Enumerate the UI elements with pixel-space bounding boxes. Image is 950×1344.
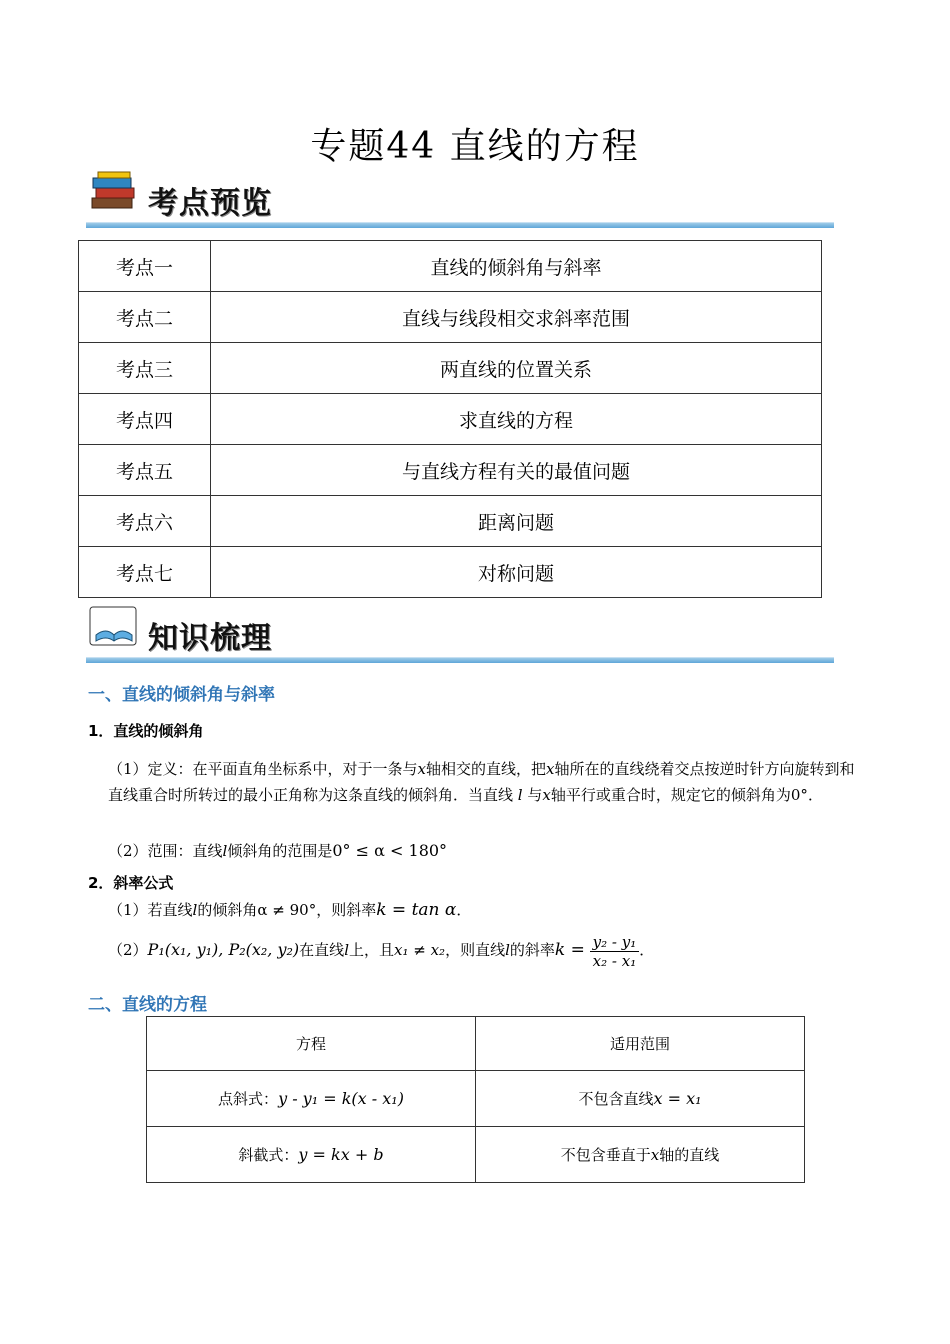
math-alpha-neq: α ≠ 90° (257, 901, 317, 919)
eq-name: 斜截式： (238, 1146, 299, 1164)
text: （1）若直线 (108, 901, 193, 919)
var-l: l (344, 941, 349, 959)
kaodian-topic: 对称问题 (211, 547, 822, 598)
kaodian-topic: 求直线的方程 (211, 394, 822, 445)
math-x-neq: x₁ ≠ x₂ (394, 941, 446, 959)
banner-divider (86, 222, 834, 228)
kaodian-row (79, 547, 822, 598)
text: 上，且 (349, 941, 395, 959)
banner-zhishi-title: 知识梳理 (148, 621, 272, 656)
range-cell (476, 1071, 805, 1127)
paragraph-slope-formula (88, 930, 866, 970)
books-icon (88, 170, 140, 214)
subheading-slope: 2．斜率公式 (88, 874, 174, 892)
text: ． (456, 901, 472, 919)
text: ． (639, 941, 655, 959)
kaodian-topic: 直线的倾斜角与斜率 (211, 241, 822, 292)
kaodian-topic: 直线与线段相交求斜率范围 (211, 292, 822, 343)
kaodian-topic: 与直线方程有关的最值问题 (211, 445, 822, 496)
paragraph-slope-tan (88, 897, 866, 923)
text: ． (807, 786, 823, 804)
paragraph-definition (88, 756, 866, 808)
var-x: x (546, 760, 555, 778)
kaodian-row (79, 241, 822, 292)
eq-name: 点斜式： (218, 1090, 279, 1108)
kaodian-label: 考点四 (79, 394, 211, 445)
fraction-numerator: y₂ - y₁ (590, 933, 640, 952)
var-l: l (222, 842, 228, 860)
var-x: x (542, 786, 551, 804)
section-heading-1: 一、直线的倾斜角与斜率 (88, 685, 275, 705)
text: 轴相交的直线，把 (426, 760, 547, 778)
kaodian-label: 考点五 (79, 445, 211, 496)
range-math: x = x₁ (653, 1089, 702, 1108)
var-l: l (517, 786, 523, 804)
slope-fraction (590, 933, 640, 970)
text: ，则斜率 (316, 901, 377, 919)
math-zero-degree: 0° (790, 786, 808, 804)
text: ，则直线 (445, 941, 506, 959)
kaodian-label: 考点三 (79, 343, 211, 394)
kaodian-topic: 两直线的位置关系 (211, 343, 822, 394)
range-text: 不包含直线 (578, 1090, 654, 1108)
var-l: l (192, 901, 198, 919)
math-points: P₁(x₁, y₁), P₂(x₂, y₂) (147, 940, 300, 959)
math-k-eq: k = (554, 940, 585, 960)
col-header-equation: 方程 (147, 1017, 476, 1071)
kaodian-label: 考点六 (79, 496, 211, 547)
range-cell (476, 1127, 805, 1183)
banner-divider (86, 657, 834, 663)
banner-zhishi (86, 603, 834, 663)
kaodian-row (79, 292, 822, 343)
math-k-tan: k = tan α (376, 900, 457, 920)
var-x: x (417, 760, 427, 778)
text: 轴所在的直线绕着交点按逆时针方向旋转到和直线重合时所转过的最小正角称为这条直线的倾斜角．当直线 (108, 760, 855, 804)
range-tail: 轴的直线 (659, 1146, 720, 1164)
range-text: 不包含垂直于 (560, 1146, 651, 1164)
eq-formula: y = kx + b (298, 1145, 384, 1164)
kaodian-row (79, 496, 822, 547)
text: 轴平行或重合时，规定它的倾斜角为 (550, 786, 791, 804)
text: （2）范围：直线 (108, 842, 223, 860)
eq-cell (147, 1071, 476, 1127)
range-math: x (650, 1146, 660, 1164)
text: 在直线 (299, 941, 345, 959)
page-title: 专题44 直线的方程 (310, 126, 640, 167)
kaodian-label: 考点七 (79, 547, 211, 598)
math-angle-range: 0° ≤ α < 180° (332, 841, 448, 860)
kaodian-table (78, 240, 822, 598)
section-heading-2: 二、直线的方程 (88, 995, 207, 1015)
open-book-icon (88, 605, 140, 649)
kaodian-topic: 距离问题 (211, 496, 822, 547)
eq-formula: y - y₁ = k(x - x₁) (278, 1089, 404, 1108)
kaodian-row (79, 394, 822, 445)
equation-table (146, 1016, 805, 1183)
kaodian-row (79, 445, 822, 496)
kaodian-label: 考点一 (79, 241, 211, 292)
kaodian-label: 考点二 (79, 292, 211, 343)
banner-kaodian (86, 168, 834, 228)
text: 的倾斜角 (197, 901, 258, 919)
paragraph-range (88, 838, 866, 864)
col-header-range: 适用范围 (476, 1017, 805, 1071)
text: （1）定义：在平面直角坐标系中，对于一条与 (108, 760, 418, 778)
fraction-denominator: x₂ - x₁ (592, 951, 637, 970)
text: （2） (108, 941, 148, 959)
text: 的斜率 (509, 941, 555, 959)
eq-cell (147, 1127, 476, 1183)
kaodian-row (79, 343, 822, 394)
var-l: l (505, 941, 510, 959)
subheading-inclination: 1．直线的倾斜角 (88, 722, 204, 740)
banner-kaodian-title: 考点预览 (148, 186, 272, 221)
text: 与 (527, 786, 543, 804)
text: 倾斜角的范围是 (227, 842, 333, 860)
